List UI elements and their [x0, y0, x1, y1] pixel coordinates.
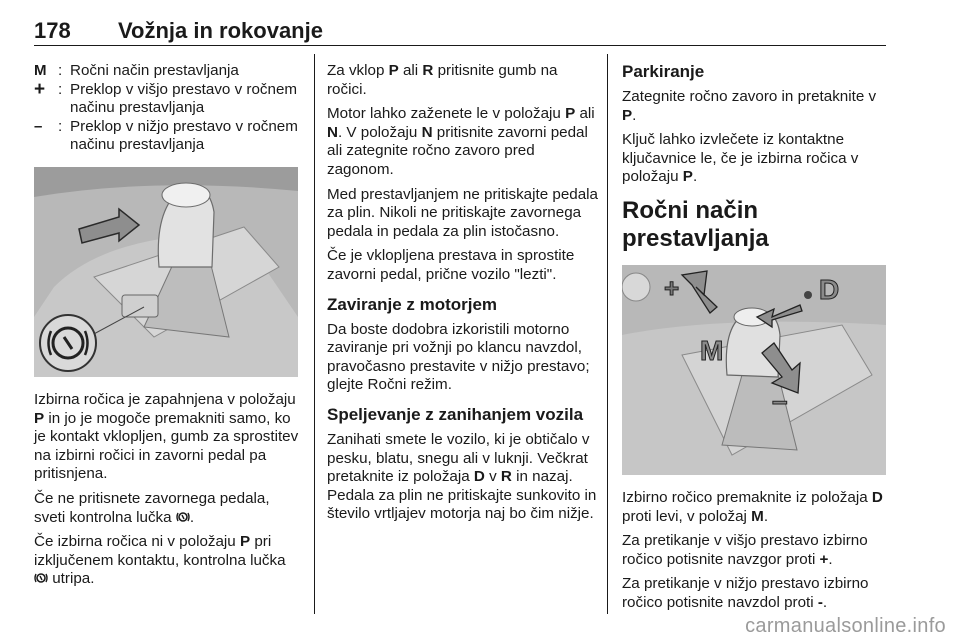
- paragraph: Motor lahko zaženete le v položaju P ali N. V položaju N pritisnite zavorni pedal ali zategnite ročno zavoro pred zagonom.: [327, 105, 595, 178]
- plus-label: +: [664, 272, 680, 303]
- paragraph: Da boste dodobra izkoristili motorno zaviranje pri vožnji po klancu navzdol, pravočasno prestavite v nižjo prestavo; glejte Ročni režim.: [327, 320, 590, 394]
- definition-row: [34, 78, 302, 118]
- page-header: [34, 14, 886, 46]
- definition-list: [34, 62, 302, 155]
- definition-row: [34, 118, 302, 155]
- column-2: [327, 62, 599, 530]
- definition-key: +: [34, 78, 46, 100]
- definition-colon: :: [58, 80, 63, 98]
- column-divider: [607, 54, 608, 614]
- paragraph: Za vklop P ali R pritisnite gumb na ročici.: [327, 62, 558, 98]
- column-1: [34, 62, 302, 595]
- section-heading-manual-mode: Ročni način prestavljanja: [622, 196, 769, 252]
- definition-text: Preklop v višjo prestavo v ročnem načinu prestavljanja: [70, 80, 298, 117]
- subheading-engine-braking: Zaviranje z motorjem: [327, 294, 498, 314]
- manual-mode-illustration: [622, 265, 886, 475]
- watermark: carmanualsonline.info: [745, 615, 946, 637]
- manual-mode-drawing: [622, 265, 886, 475]
- definition-text: Ročni način prestavljanja: [70, 62, 239, 79]
- minus-label: –: [772, 384, 788, 416]
- paragraph: Zanihati smete le vozilo, ki je obtičalo v pesku, blatu, snegu ali v luknji. Večkrat pretaknite iz položaja D v R in nazaj. Pedala za plin ne pritiskajte sunkovito in število vrtljajev motorja naj bo čim nižje.: [327, 430, 597, 523]
- paragraph: Med prestavljanjem ne pritiskajte pedala za plin. Nikoli ne pritiskajte zavornega pedala in pedala za plin istočasno.: [327, 185, 598, 240]
- paragraph: Za pretikanje v višjo prestavo izbirno ročico potisnite navzgor proti +.: [622, 532, 868, 568]
- column-divider: [314, 54, 315, 614]
- gear-selector-drawing: [34, 167, 298, 377]
- definition-colon: :: [58, 62, 63, 79]
- gear-selector-illustration: [34, 167, 298, 377]
- paragraph: Ključ lahko izvlečete iz kontaktne ključavnice le, če je izbirna ročica v položaju P.: [622, 131, 859, 186]
- page-number: 178: [34, 18, 71, 43]
- brake-warning-icon: [176, 510, 190, 524]
- brake-warning-icon: [34, 571, 48, 585]
- definition-text: Preklop v nižjo prestavo v ročnem načinu prestavljanja: [70, 117, 298, 154]
- paragraph: Izbirno ročico premaknite iz položaja D proti levi, v položaj M.: [622, 488, 883, 525]
- subheading-rocking-vehicle: Speljevanje z zanihanjem vozila: [327, 404, 584, 424]
- definition-colon: :: [58, 117, 63, 135]
- definition-key: –: [34, 117, 43, 135]
- column-3: [622, 62, 890, 619]
- chapter-title: Vožnja in rokovanje: [118, 18, 323, 43]
- m-label: M: [700, 334, 724, 366]
- subheading-parking: Parkiranje: [622, 62, 705, 81]
- d-label: D: [819, 273, 840, 305]
- paragraph: Zategnite ročno zavoro in pretaknite v P.: [622, 88, 877, 124]
- paragraph: Izbirna ročica je zapahnjena v položaju P in jo je mogoče premakniti samo, ko je kontakt vklopljen, gumb za sprostitev na izbirni ročici in zavorni pedal pa pritisnjena.: [34, 390, 299, 483]
- paragraph: Če izbirna ročica ni v položaju P pri izključenem kontaktu, kontrolna lučka utripa.: [34, 533, 286, 588]
- paragraph: Za pretikanje v nižjo prestavo izbirno ročico potisnite navzdol proti -.: [622, 575, 869, 611]
- paragraph: Če ne pritisnete zavornega pedala, sveti kontrolna lučka .: [34, 489, 270, 526]
- paragraph: Če je vklopljena prestava in sprostite zavorni pedal, prične vozilo "lezti".: [327, 247, 575, 283]
- definition-key: M: [34, 62, 47, 79]
- definition-row: [34, 62, 302, 81]
